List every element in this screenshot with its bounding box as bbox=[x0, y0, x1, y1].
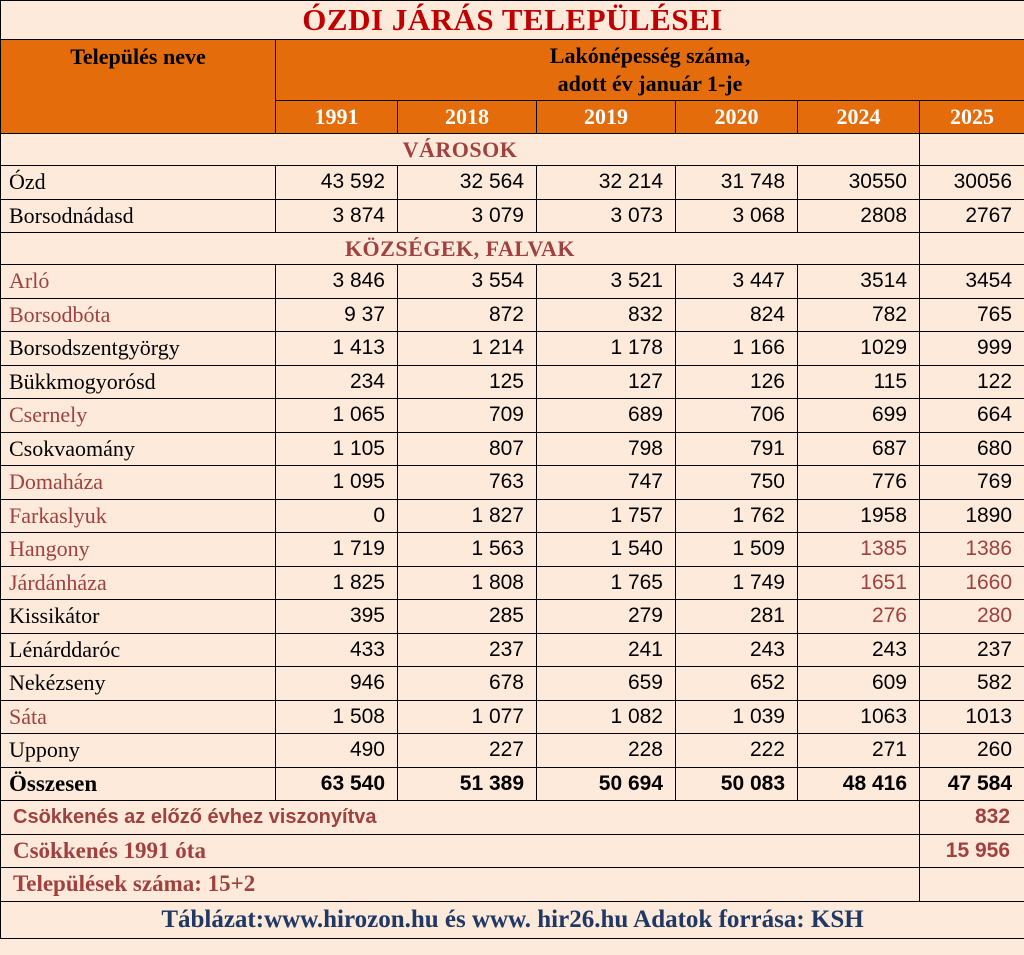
population-value: 1 105 bbox=[276, 432, 398, 466]
settlement-name: Ózd bbox=[1, 166, 276, 200]
population-value: 1958 bbox=[798, 499, 920, 533]
population-value: 3 068 bbox=[676, 199, 798, 233]
header-settlement-name: Település neve bbox=[1, 40, 276, 134]
population-value: 237 bbox=[398, 633, 537, 667]
population-value: 490 bbox=[276, 734, 398, 768]
header-population bbox=[276, 40, 1024, 101]
table-row bbox=[1, 365, 1024, 399]
table-row bbox=[1, 566, 1024, 600]
population-value: 1 413 bbox=[276, 332, 398, 366]
population-value: 31 748 bbox=[676, 166, 798, 200]
header-year: 2020 bbox=[676, 101, 798, 134]
population-value: 1 509 bbox=[676, 533, 798, 567]
population-value: 609 bbox=[798, 667, 920, 701]
population-value: 946 bbox=[276, 667, 398, 701]
table-row bbox=[1, 399, 1024, 433]
settlement-name: Borsodszentgyörgy bbox=[1, 332, 276, 366]
population-value: 3 554 bbox=[398, 265, 537, 299]
population-value: 1385 bbox=[798, 533, 920, 567]
table-row bbox=[1, 734, 1024, 768]
population-value: 1029 bbox=[798, 332, 920, 366]
total-value: 47 584 bbox=[920, 767, 1024, 801]
population-value: 32 214 bbox=[537, 166, 676, 200]
population-value: 3514 bbox=[798, 265, 920, 299]
settlement-name: Arló bbox=[1, 265, 276, 299]
population-value: 1 039 bbox=[676, 700, 798, 734]
empty-cell bbox=[920, 134, 1024, 166]
population-value: 706 bbox=[676, 399, 798, 433]
header-year: 2025 bbox=[920, 101, 1024, 134]
population-value: 652 bbox=[676, 667, 798, 701]
section-heading-towns: VÁROSOK bbox=[1, 134, 920, 166]
stat-row-settlement-count bbox=[1, 868, 1024, 902]
settlement-name: Uppony bbox=[1, 734, 276, 768]
population-value: 125 bbox=[398, 365, 537, 399]
population-value: 243 bbox=[676, 633, 798, 667]
header-year: 1991 bbox=[276, 101, 398, 134]
settlement-count-label: Települések száma: 15+2 bbox=[1, 868, 920, 902]
population-value: 689 bbox=[537, 399, 676, 433]
header-year: 2018 bbox=[398, 101, 537, 134]
population-value: 222 bbox=[676, 734, 798, 768]
stat-row-decrease-1991 bbox=[1, 834, 1024, 868]
population-value: 1 719 bbox=[276, 533, 398, 567]
population-value: 824 bbox=[676, 298, 798, 332]
population-value: 1660 bbox=[920, 566, 1024, 600]
population-value: 260 bbox=[920, 734, 1024, 768]
header-year: 2019 bbox=[537, 101, 676, 134]
population-value: 271 bbox=[798, 734, 920, 768]
population-value: 1 508 bbox=[276, 700, 398, 734]
population-value: 582 bbox=[920, 667, 1024, 701]
section-heading-villages: KÖZSÉGEK, FALVAK bbox=[1, 233, 920, 265]
settlement-name: Borsodbóta bbox=[1, 298, 276, 332]
total-value: 51 389 bbox=[398, 767, 537, 801]
population-value: 1651 bbox=[798, 566, 920, 600]
population-value: 228 bbox=[537, 734, 676, 768]
population-value: 832 bbox=[537, 298, 676, 332]
population-value: 285 bbox=[398, 600, 537, 634]
population-value: 659 bbox=[537, 667, 676, 701]
population-value: 43 592 bbox=[276, 166, 398, 200]
population-value: 126 bbox=[676, 365, 798, 399]
population-value: 747 bbox=[537, 466, 676, 500]
population-value: 280 bbox=[920, 600, 1024, 634]
population-value: 2767 bbox=[920, 199, 1024, 233]
settlement-name: Bükkmogyorósd bbox=[1, 365, 276, 399]
population-value: 1 825 bbox=[276, 566, 398, 600]
source-footer: Táblázat:www.hirozon.hu és www. hir26.hu Adatok forrása: KSH bbox=[1, 901, 1024, 938]
total-row bbox=[1, 767, 1024, 801]
header-population-line1: Lakónépesség száma, bbox=[549, 43, 751, 68]
population-value: 750 bbox=[676, 466, 798, 500]
population-value: 1386 bbox=[920, 533, 1024, 567]
population-value: 1 095 bbox=[276, 466, 398, 500]
settlement-name: Sáta bbox=[1, 700, 276, 734]
population-value: 999 bbox=[920, 332, 1024, 366]
settlement-name: Farkaslyuk bbox=[1, 499, 276, 533]
settlement-name: Csokvaomány bbox=[1, 432, 276, 466]
total-value: 48 416 bbox=[798, 767, 920, 801]
population-value: 3 874 bbox=[276, 199, 398, 233]
population-value: 1 765 bbox=[537, 566, 676, 600]
table-row bbox=[1, 298, 1024, 332]
table-row bbox=[1, 600, 1024, 634]
settlement-name: Járdánháza bbox=[1, 566, 276, 600]
table-row bbox=[1, 499, 1024, 533]
population-value: 1 749 bbox=[676, 566, 798, 600]
decrease-1991-value: 15 956 bbox=[920, 834, 1024, 868]
population-value: 127 bbox=[537, 365, 676, 399]
table-row bbox=[1, 466, 1024, 500]
total-value: 50 694 bbox=[537, 767, 676, 801]
settlement-name: Lénárddaróc bbox=[1, 633, 276, 667]
settlement-name: Borsodnádasd bbox=[1, 199, 276, 233]
table-row bbox=[1, 700, 1024, 734]
population-value: 791 bbox=[676, 432, 798, 466]
table-row bbox=[1, 533, 1024, 567]
population-value: 3454 bbox=[920, 265, 1024, 299]
total-value: 50 083 bbox=[676, 767, 798, 801]
population-value: 1 540 bbox=[537, 533, 676, 567]
population-value: 3 846 bbox=[276, 265, 398, 299]
header-population-line2: adott év január 1-je bbox=[557, 71, 743, 96]
population-value: 1 827 bbox=[398, 499, 537, 533]
settlement-name: Hangony bbox=[1, 533, 276, 567]
population-value: 2808 bbox=[798, 199, 920, 233]
population-value: 115 bbox=[798, 365, 920, 399]
population-value: 680 bbox=[920, 432, 1024, 466]
population-value: 433 bbox=[276, 633, 398, 667]
total-value: 63 540 bbox=[276, 767, 398, 801]
population-value: 1 065 bbox=[276, 399, 398, 433]
population-value: 30056 bbox=[920, 166, 1024, 200]
population-value: 1 166 bbox=[676, 332, 798, 366]
population-value: 241 bbox=[537, 633, 676, 667]
population-value: 765 bbox=[920, 298, 1024, 332]
population-value: 0 bbox=[276, 499, 398, 533]
population-value: 3 079 bbox=[398, 199, 537, 233]
population-value: 1 178 bbox=[537, 332, 676, 366]
population-value: 699 bbox=[798, 399, 920, 433]
decrease-previous-label: Csökkenés az előző évhez viszonyítva bbox=[1, 801, 920, 835]
total-label: Összesen bbox=[1, 767, 276, 801]
population-value: 807 bbox=[398, 432, 537, 466]
population-value: 1 077 bbox=[398, 700, 537, 734]
population-value: 30550 bbox=[798, 166, 920, 200]
table-row bbox=[1, 633, 1024, 667]
population-value: 678 bbox=[398, 667, 537, 701]
population-value: 1 214 bbox=[398, 332, 537, 366]
settlement-name: Domaháza bbox=[1, 466, 276, 500]
population-value: 122 bbox=[920, 365, 1024, 399]
population-value: 709 bbox=[398, 399, 537, 433]
population-value: 3 073 bbox=[537, 199, 676, 233]
table-row bbox=[1, 432, 1024, 466]
settlement-name: Nekézseny bbox=[1, 667, 276, 701]
empty-cell bbox=[920, 233, 1024, 265]
stat-row-decrease-previous bbox=[1, 801, 1024, 835]
settlement-name: Kissikátor bbox=[1, 600, 276, 634]
population-value: 234 bbox=[276, 365, 398, 399]
population-value: 1013 bbox=[920, 700, 1024, 734]
table-row bbox=[1, 265, 1024, 299]
population-value: 1 757 bbox=[537, 499, 676, 533]
page-title: ÓZDI JÁRÁS TELEPÜLÉSEI bbox=[1, 1, 1024, 40]
population-value: 1890 bbox=[920, 499, 1024, 533]
population-value: 3 447 bbox=[676, 265, 798, 299]
header-year: 2024 bbox=[798, 101, 920, 134]
table-row bbox=[1, 332, 1024, 366]
population-value: 1 082 bbox=[537, 700, 676, 734]
population-value: 1 808 bbox=[398, 566, 537, 600]
population-value: 237 bbox=[920, 633, 1024, 667]
population-value: 664 bbox=[920, 399, 1024, 433]
settlement-count-value bbox=[920, 868, 1024, 902]
population-value: 776 bbox=[798, 466, 920, 500]
population-value: 276 bbox=[798, 600, 920, 634]
population-value: 279 bbox=[537, 600, 676, 634]
table-row bbox=[1, 667, 1024, 701]
population-value: 9 37 bbox=[276, 298, 398, 332]
population-value: 227 bbox=[398, 734, 537, 768]
table-row bbox=[1, 166, 1024, 200]
population-value: 769 bbox=[920, 466, 1024, 500]
population-value: 281 bbox=[676, 600, 798, 634]
decrease-1991-label: Csökkenés 1991 óta bbox=[1, 834, 920, 868]
population-value: 32 564 bbox=[398, 166, 537, 200]
population-value: 3 521 bbox=[537, 265, 676, 299]
population-value: 1 762 bbox=[676, 499, 798, 533]
population-value: 1 563 bbox=[398, 533, 537, 567]
population-value: 1063 bbox=[798, 700, 920, 734]
population-value: 687 bbox=[798, 432, 920, 466]
population-value: 798 bbox=[537, 432, 676, 466]
population-value: 243 bbox=[798, 633, 920, 667]
population-value: 395 bbox=[276, 600, 398, 634]
table-row bbox=[1, 199, 1024, 233]
decrease-previous-value: 832 bbox=[920, 801, 1024, 835]
population-value: 763 bbox=[398, 466, 537, 500]
settlement-name: Csernely bbox=[1, 399, 276, 433]
population-value: 782 bbox=[798, 298, 920, 332]
population-value: 872 bbox=[398, 298, 537, 332]
